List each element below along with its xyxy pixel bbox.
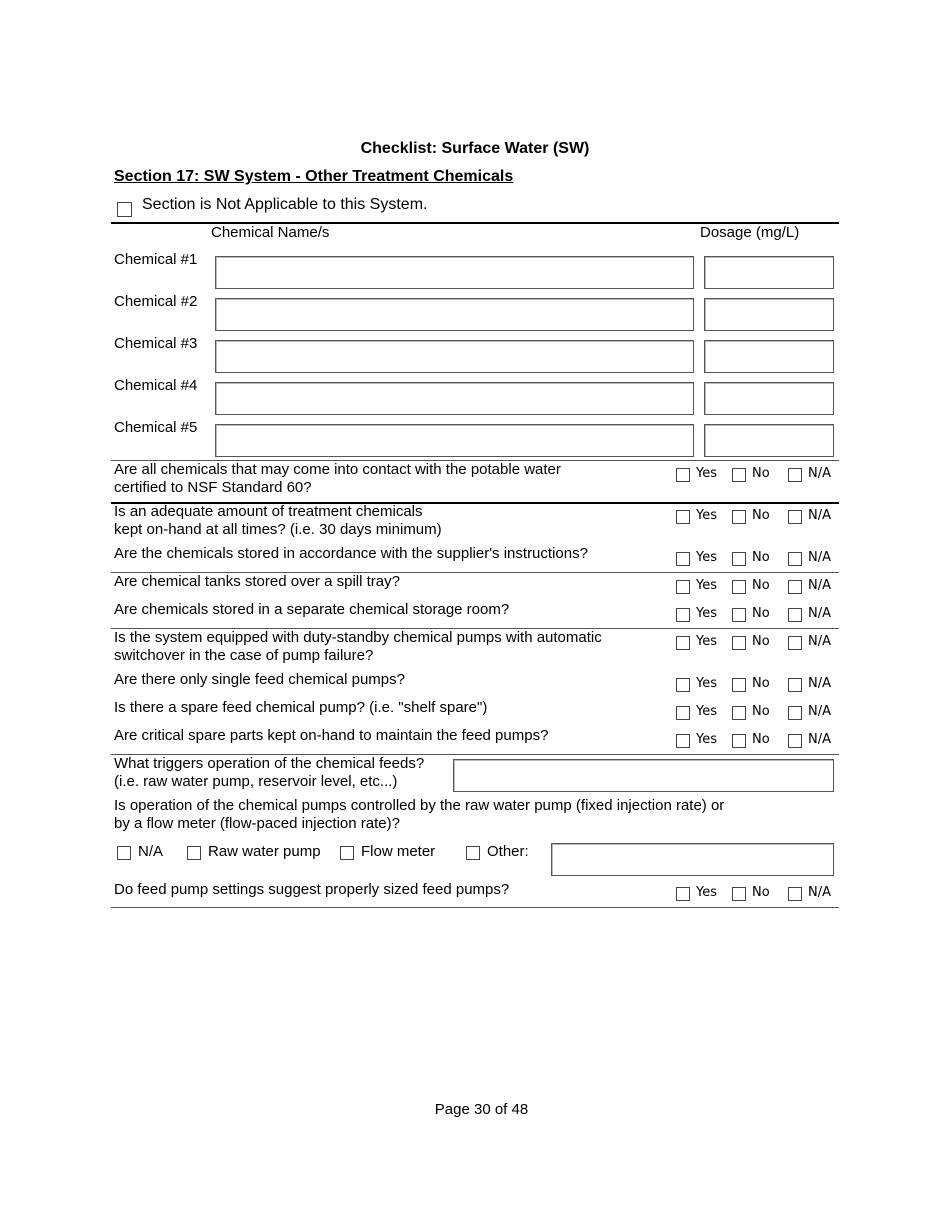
control-other-field[interactable] [551, 843, 834, 876]
question-line: switchover in the case of pump failure? [114, 647, 374, 664]
q9-yes-checkbox[interactable] [676, 734, 690, 748]
question-nsf-certified [114, 461, 674, 497]
q5-na-label: N/A [808, 606, 831, 621]
q3-na-label: N/A [808, 550, 831, 565]
question-line: Is the system equipped with duty-standby chemical pumps with automatic [114, 629, 602, 646]
question-line: by a flow meter (flow-paced injection rate)? [114, 815, 400, 832]
chemical-5-name-field[interactable] [215, 424, 694, 457]
chemical-2-name-input[interactable] [216, 299, 693, 330]
chemical-4-name-field[interactable] [215, 382, 694, 415]
chemical-1-name-input[interactable] [216, 257, 693, 288]
q2-no-checkbox[interactable] [732, 510, 746, 524]
q4-na-label: N/A [808, 578, 831, 593]
not-applicable-label: Section is Not Applicable to this System. [142, 196, 428, 213]
chemical-4-dosage-field[interactable] [704, 382, 834, 415]
question-line: Are all chemicals that may come into contact with the potable water [114, 461, 561, 478]
q6-yes-checkbox[interactable] [676, 636, 690, 650]
q9-na-label: N/A [808, 732, 831, 747]
question-line: Are chemicals stored in a separate chemical storage room? [114, 601, 510, 618]
q9-no-checkbox[interactable] [732, 734, 746, 748]
q8-no-checkbox[interactable] [732, 706, 746, 720]
chemical-5-label: Chemical #5 [114, 419, 198, 436]
chemical-1-dosage-input[interactable] [705, 257, 833, 288]
control-flow-meter-checkbox[interactable] [340, 846, 354, 860]
q4-no-label: No [752, 578, 770, 593]
q1-no-checkbox[interactable] [732, 468, 746, 482]
q6-no-checkbox[interactable] [732, 636, 746, 650]
q9-no-label: No [752, 732, 770, 747]
q7-na-label: N/A [808, 676, 831, 691]
q5-na-checkbox[interactable] [788, 608, 802, 622]
chemical-4-name-input[interactable] [216, 383, 693, 414]
page-number: Page 30 of 48 [434, 1101, 529, 1118]
q9-na-checkbox[interactable] [788, 734, 802, 748]
q7-no-label: No [752, 676, 770, 691]
q3-na-checkbox[interactable] [788, 552, 802, 566]
q-sizing-yes-checkbox[interactable] [676, 887, 690, 901]
q6-yes-label: Yes [696, 634, 717, 649]
question-adequate-amount [114, 503, 674, 539]
control-na-label: N/A [138, 843, 164, 860]
chemical-4-dosage-input[interactable] [705, 383, 833, 414]
question-pump-control [114, 797, 814, 833]
control-flow-meter-label: Flow meter [361, 843, 436, 860]
q6-na-label: N/A [808, 634, 831, 649]
q7-yes-label: Yes [696, 676, 717, 691]
question-line: Is operation of the chemical pumps controlled by the raw water pump (fixed injection rate) or [114, 797, 725, 814]
q4-na-checkbox[interactable] [788, 580, 802, 594]
q2-yes-checkbox[interactable] [676, 510, 690, 524]
q6-no-label: No [752, 634, 770, 649]
chemical-3-name-input[interactable] [216, 341, 693, 372]
q3-no-label: No [752, 550, 770, 565]
q-sizing-na-checkbox[interactable] [788, 887, 802, 901]
chemical-2-dosage-input[interactable] [705, 299, 833, 330]
question-line: (i.e. raw water pump, reservoir level, etc...) [114, 773, 398, 790]
question-line: Are the chemicals stored in accordance with the supplier's instructions? [114, 545, 588, 562]
question-spare-pump [114, 699, 674, 717]
question-line: certified to NSF Standard 60? [114, 479, 312, 496]
q2-yes-label: Yes [696, 508, 717, 523]
q1-no-label: No [752, 466, 770, 481]
question-pump-sizing [114, 881, 674, 899]
chemical-2-label: Chemical #2 [114, 293, 198, 310]
question-line: Do feed pump settings suggest properly sized feed pumps? [114, 881, 510, 898]
q1-na-checkbox[interactable] [788, 468, 802, 482]
chemical-2-dosage-field[interactable] [704, 298, 834, 331]
chemical-2-name-field[interactable] [215, 298, 694, 331]
q-sizing-no-label: No [752, 885, 770, 900]
q8-yes-checkbox[interactable] [676, 706, 690, 720]
chemical-5-dosage-field[interactable] [704, 424, 834, 457]
control-other-checkbox[interactable] [466, 846, 480, 860]
chemical-name-header: Chemical Name/s [211, 224, 330, 241]
question-spill-tray [114, 573, 674, 591]
control-na-checkbox[interactable] [117, 846, 131, 860]
control-raw-water-checkbox[interactable] [187, 846, 201, 860]
chemical-5-name-input[interactable] [216, 425, 693, 456]
question-supplier-instructions [114, 545, 674, 563]
q8-na-label: N/A [808, 704, 831, 719]
q2-no-label: No [752, 508, 770, 523]
q5-yes-label: Yes [696, 606, 717, 621]
control-other-input[interactable] [552, 844, 833, 875]
question-duty-standby [114, 629, 674, 665]
control-other-label: Other: [487, 843, 529, 860]
q8-yes-label: Yes [696, 704, 717, 719]
question-line: What triggers operation of the chemical feeds? [114, 755, 425, 772]
chemical-3-dosage-input[interactable] [705, 341, 833, 372]
question-separate-storage [114, 601, 674, 619]
q3-yes-label: Yes [696, 550, 717, 565]
divider [111, 907, 839, 908]
q7-yes-checkbox[interactable] [676, 678, 690, 692]
q-sizing-na-label: N/A [808, 885, 831, 900]
q6-na-checkbox[interactable] [788, 636, 802, 650]
q1-na-label: N/A [808, 466, 831, 481]
q2-na-label: N/A [808, 508, 831, 523]
q5-no-label: No [752, 606, 770, 621]
q7-na-checkbox[interactable] [788, 678, 802, 692]
not-applicable-checkbox[interactable] [117, 202, 132, 217]
q9-yes-label: Yes [696, 732, 717, 747]
chemical-1-label: Chemical #1 [114, 251, 198, 268]
q7-no-checkbox[interactable] [732, 678, 746, 692]
q2-na-checkbox[interactable] [788, 510, 802, 524]
chemical-3-label: Chemical #3 [114, 335, 198, 352]
q4-yes-checkbox[interactable] [676, 580, 690, 594]
triggers-input[interactable] [454, 760, 833, 791]
chemical-1-name-field[interactable] [215, 256, 694, 289]
chemical-1-dosage-field[interactable] [704, 256, 834, 289]
question-spare-parts [114, 727, 674, 745]
question-single-feed [114, 671, 674, 689]
question-line: Is an adequate amount of treatment chemicals [114, 503, 423, 520]
question-triggers [114, 755, 454, 791]
q3-no-checkbox[interactable] [732, 552, 746, 566]
q8-no-label: No [752, 704, 770, 719]
chemical-3-dosage-field[interactable] [704, 340, 834, 373]
q8-na-checkbox[interactable] [788, 706, 802, 720]
q4-yes-label: Yes [696, 578, 717, 593]
chemical-4-label: Chemical #4 [114, 377, 198, 394]
q5-no-checkbox[interactable] [732, 608, 746, 622]
triggers-field[interactable] [453, 759, 834, 792]
dosage-header: Dosage (mg/L) [700, 224, 800, 241]
q1-yes-label: Yes [696, 466, 717, 481]
q-sizing-yes-label: Yes [696, 885, 717, 900]
q5-yes-checkbox[interactable] [676, 608, 690, 622]
q4-no-checkbox[interactable] [732, 580, 746, 594]
document-title: Checklist: Surface Water (SW) [360, 140, 590, 157]
question-line: Are chemical tanks stored over a spill tray? [114, 573, 400, 590]
question-line: Are there only single feed chemical pumps? [114, 671, 405, 688]
question-line: kept on-hand at all times? (i.e. 30 days minimum) [114, 521, 442, 538]
chemical-3-name-field[interactable] [215, 340, 694, 373]
question-line: Are critical spare parts kept on-hand to maintain the feed pumps? [114, 727, 549, 744]
section-title: Section 17: SW System - Other Treatment Chemicals [114, 168, 514, 185]
q3-yes-checkbox[interactable] [676, 552, 690, 566]
control-raw-water-label: Raw water pump [208, 843, 321, 860]
q1-yes-checkbox[interactable] [676, 468, 690, 482]
question-line: Is there a spare feed chemical pump? (i.e. "shelf spare") [114, 699, 488, 716]
chemical-5-dosage-input[interactable] [705, 425, 833, 456]
q-sizing-no-checkbox[interactable] [732, 887, 746, 901]
